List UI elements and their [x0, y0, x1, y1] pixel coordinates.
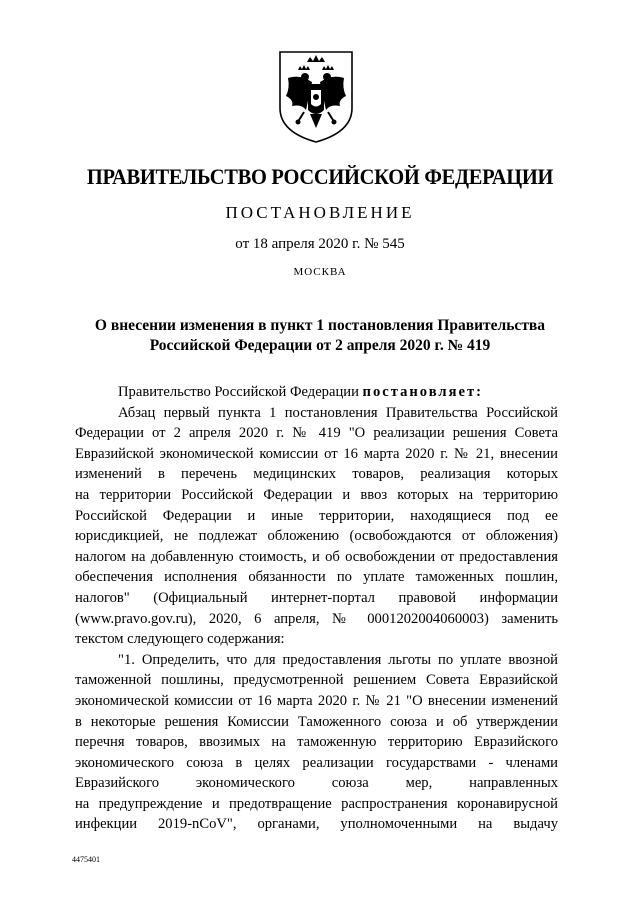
decree-word: постановляет:	[362, 384, 483, 400]
quote-line: таможенной пошлины, предусмотренной решением Совета Евразийской	[75, 672, 558, 689]
quote-line: на предупреждение и предотвращение распространения коронавирусной	[75, 795, 558, 812]
quote-line: Евразийского экономического союза мер, направленных	[75, 775, 558, 792]
quote-line: инфекции 2019-nCoV", органами, уполномоченными на выдачу	[75, 816, 558, 833]
government-name: ПРАВИТЕЛЬСТВО РОССИЙСКОЙ ФЕДЕРАЦИИ	[86, 164, 554, 189]
quote-line: перечня товаров, ввозимых на таможенную территорию Евразийского	[75, 734, 558, 751]
decree-intro-text: Правительство Российской Федерации	[118, 384, 363, 400]
decree-intro	[75, 382, 558, 403]
quote-line: "1. Определить, что для предоставления льготы по уплате ввозной	[118, 651, 558, 668]
coat-of-arms-emblem	[274, 48, 358, 144]
body-line: налогом на добавленную стоимость, и об освобождении от предоставления	[75, 548, 558, 565]
body-line: обеспечения исполнения обязанности по уплате таможенных пошлин,	[75, 569, 558, 586]
body-line: Абзац первый пункта 1 постановления Правительства Российской	[118, 404, 558, 421]
document-type: ПОСТАНОВЛЕНИЕ	[225, 203, 415, 222]
quote-line: экономического союза в целях реализации государствами - членами	[75, 754, 558, 771]
body-line: изменений в перечень медицинских товаров, реализация которых	[75, 466, 558, 483]
title-line: Российской Федерации от 2 апреля 2020 г. № 419	[149, 337, 491, 354]
document-city: МОСКВА	[293, 266, 347, 278]
document-code: 4475401	[72, 855, 100, 864]
body-line: Федерации от 2 апреля 2020 г. № 419 "О реализации решения Совета	[75, 425, 558, 442]
body-line: юрисдикцией, не подлежат обложению (освобождаются от обложения)	[75, 528, 558, 545]
body-line: Российской Федерации и иные территории, находящиеся под ее	[75, 507, 558, 524]
quote-line: экономической комиссии от 16 марта 2020 г. № 21 "О внесении изменений	[75, 692, 558, 709]
quote-line: в некоторые решения Комиссии Таможенного союза и об утверждении	[75, 713, 558, 730]
document-date-number: от 18 апреля 2020 г. № 545	[235, 236, 405, 252]
title-line: О внесении изменения в пункт 1 постановления Правительства	[94, 317, 546, 334]
body-line: налогов" (Официальный интернет-портал правовой информации	[75, 589, 558, 606]
body-line: текстом следующего содержания:	[75, 631, 285, 648]
document-body	[75, 382, 558, 835]
body-line: на территории Российской Федерации и ввоз которых на территорию	[75, 486, 558, 503]
document-title	[60, 316, 580, 356]
body-line: (www.pravo.gov.ru), 2020, 6 апреля, № 0001202004060003) заменить	[75, 610, 558, 627]
body-line: Евразийской экономической комиссии от 16 марта 2020 г. № 21, внесении	[75, 445, 558, 462]
